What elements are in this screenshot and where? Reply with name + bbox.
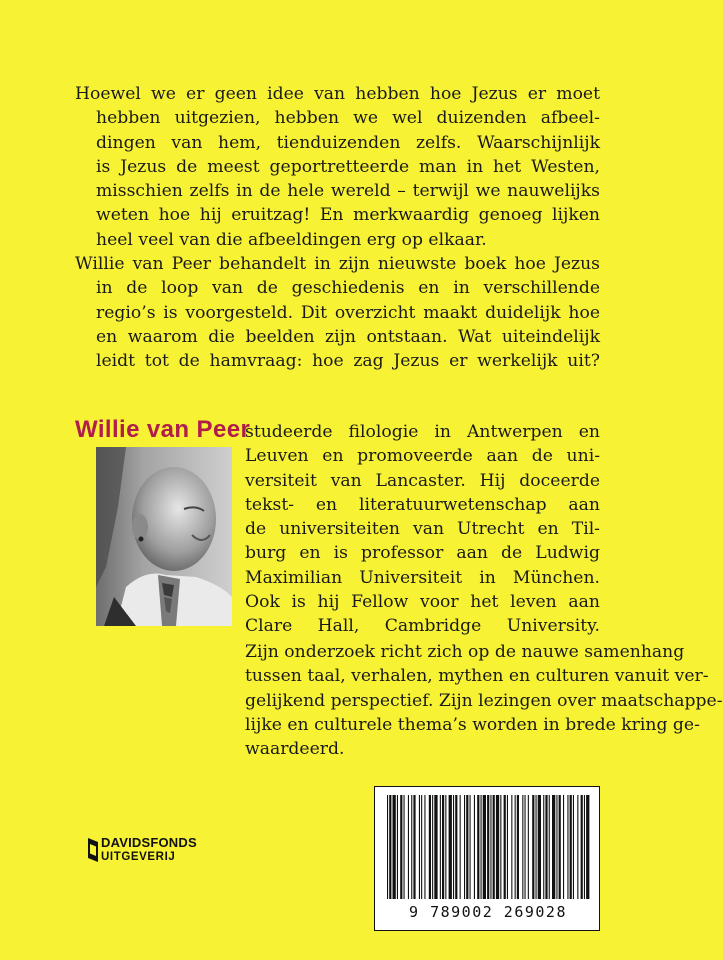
blurb-paragraph: [75, 82, 600, 374]
barcode-bar: [408, 795, 409, 899]
text-line: Hoewel we er geen idee van hebben hoe Jezus er moet: [75, 84, 600, 104]
barcode-bar: [584, 795, 585, 899]
barcode-bar: [522, 795, 523, 899]
barcode: [374, 786, 600, 931]
barcode-bar: [496, 795, 499, 899]
barcode-bar: [490, 795, 491, 899]
publisher-sub: UITGEVERIJ: [101, 851, 176, 863]
barcode-bar: [466, 795, 468, 899]
author-name: Willie van Peer: [75, 416, 251, 443]
barcode-bar: [577, 795, 578, 899]
barcode-bar: [434, 795, 437, 899]
text-line: Willie van Peer behandelt in zijn nieuwste boek hoe Jezus: [75, 254, 600, 275]
barcode-bar: [455, 795, 457, 899]
barcode-bar: [483, 795, 486, 899]
text-line: en waarom die beelden zijn ontstaan. Wat uiteindelijk: [96, 326, 600, 347]
barcode-bar: [570, 795, 572, 899]
barcode-bar: [449, 795, 452, 899]
barcode-bar: [507, 795, 508, 899]
barcode-bar: [419, 795, 420, 899]
text-line: in de loop van de geschiedenis en in verschillende: [96, 278, 600, 299]
barcode-bar: [397, 795, 398, 899]
barcode-bar: [515, 795, 516, 899]
barcode-bar: [500, 795, 501, 899]
text-line: Zijn onderzoek richt zich op de nauwe samenhang: [245, 642, 685, 662]
barcode-bar: [424, 795, 425, 899]
text-line: waardeerd.: [245, 739, 345, 760]
barcode-bar: [567, 795, 568, 899]
publisher-name: DAVIDSFONDS: [101, 835, 197, 850]
barcode-bar: [470, 795, 471, 899]
barcode-bar: [429, 795, 431, 899]
barcode-bar: [532, 795, 534, 899]
barcode-bar: [552, 795, 555, 899]
barcode-bar: [511, 795, 512, 899]
text-line: is Jezus de meest geportretteerde man in het Westen,: [96, 156, 600, 177]
text-line: Clare Hall, Cambridge University.: [245, 616, 600, 637]
text-line: lijke en culturele thema’s worden in brede kring ge-: [245, 714, 700, 735]
barcode-bar: [474, 795, 475, 899]
isbn-number: 9 789002 269028: [409, 903, 567, 921]
text-line: Ook is hij Fellow voor het leven aan: [245, 592, 600, 613]
barcode-bar: [573, 795, 574, 899]
barcode-bar: [387, 795, 388, 899]
barcode-bar: [411, 795, 412, 899]
author-bio-bottom: [245, 640, 723, 761]
text-line: studeerde filologie in Antwerpen en: [245, 422, 600, 442]
text-line: gelijkend perspectief. Zijn lezingen over maatschappe-: [245, 690, 723, 711]
barcode-bar: [528, 795, 529, 899]
author-photo: [96, 447, 232, 626]
barcode-bar: [563, 795, 564, 899]
barcode-bar: [556, 795, 557, 899]
text-line: burg en is professor aan de Ludwig: [245, 543, 600, 564]
text-line: versiteit van Lancaster. Hij doceerde: [245, 470, 600, 491]
text-line: weten hoe hij eruitzag! En merkwaardig genoeg lijken: [96, 205, 600, 226]
barcode-bar: [404, 795, 405, 899]
barcode-bar: [389, 795, 391, 899]
text-line: Maximilian Universiteit in München.: [245, 567, 600, 588]
barcode-bar: [442, 795, 444, 899]
text-line: Leuven en promoveerde aan de uni-: [245, 446, 600, 467]
barcode-bar: [517, 795, 519, 899]
barcode-bar: [538, 795, 541, 899]
barcode-bar: [440, 795, 441, 899]
barcode-bar: [400, 795, 402, 899]
barcode-bar: [460, 795, 461, 899]
barcode-bar: [581, 795, 583, 899]
barcode-bar: [393, 795, 396, 899]
barcode-bar: [504, 795, 506, 899]
barcode-bar: [464, 795, 465, 899]
barcode-bar: [543, 795, 544, 899]
davidsfonds-logo-icon: [88, 838, 98, 862]
text-line: hebben uitgezien, hebben we wel duizenden afbeel-: [96, 108, 600, 129]
text-line: regio’s is voorgesteld. Dit overzicht maakt duidelijk hoe: [96, 302, 600, 323]
author-bio-top: [245, 420, 600, 639]
barcode-bar: [421, 795, 422, 899]
barcode-bar: [536, 795, 537, 899]
barcode-bar: [481, 795, 482, 899]
barcode-bar: [493, 795, 495, 899]
barcode-bar: [477, 795, 479, 899]
text-line: tussen taal, verhalen, mythen en culturen vanuit ver-: [245, 666, 709, 687]
barcode-bar: [432, 795, 433, 899]
barcode-bars: [385, 795, 591, 903]
barcode-bar: [559, 795, 561, 899]
text-line: leidt tot de hamvraag: hoe zag Jezus er werkelijk uit?: [96, 351, 600, 372]
barcode-bar: [525, 795, 526, 899]
text-line: de universiteiten van Utrecht en Til-: [245, 519, 600, 540]
barcode-bar: [453, 795, 454, 899]
text-line: heel veel van die afbeeldingen erg op elkaar.: [96, 229, 487, 250]
barcode-bar: [545, 795, 547, 899]
barcode-bar: [413, 795, 415, 899]
barcode-bar: [487, 795, 489, 899]
text-line: dingen van hem, tienduizenden zelfs. Waarschijnlijk: [96, 132, 600, 153]
barcode-bar: [586, 795, 589, 899]
barcode-bar: [549, 795, 550, 899]
text-line: misschien zelfs in de hele wereld – terwijl we nauwelijks: [96, 181, 600, 202]
barcode-bar: [445, 795, 446, 899]
text-line: tekst- en literatuurwetenschap aan: [245, 494, 600, 515]
